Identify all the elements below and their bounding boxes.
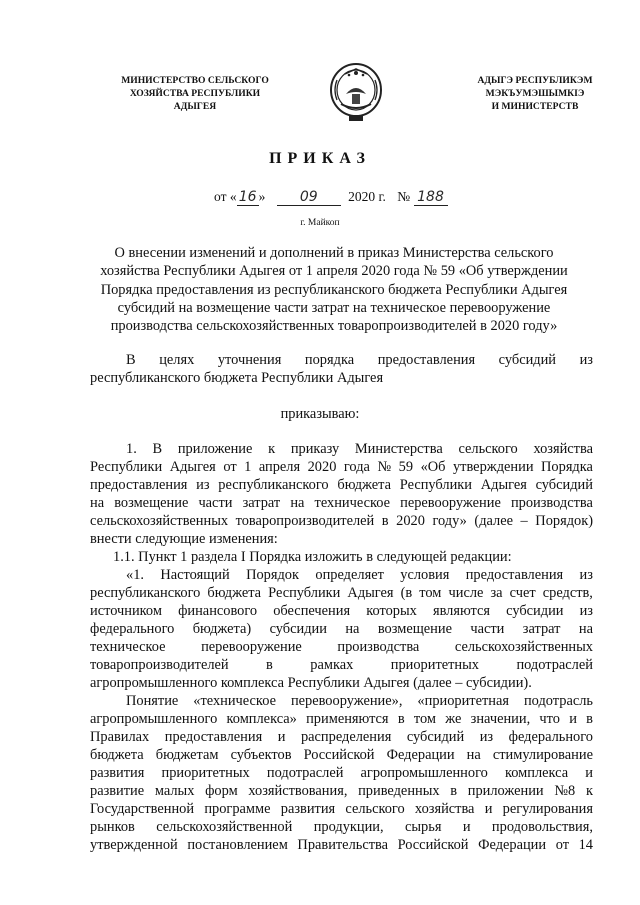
concept-line-4 xyxy=(90,746,593,764)
word: из xyxy=(196,477,210,493)
word: уточнения xyxy=(217,352,282,368)
word: затрат xyxy=(522,621,561,637)
word: затрат xyxy=(242,495,281,511)
word: «приоритетная xyxy=(417,693,509,709)
concept-line-2 xyxy=(90,710,593,728)
word: 2020 xyxy=(307,459,337,475)
word: 2020 xyxy=(396,513,425,529)
word: агропромышленного xyxy=(360,765,488,781)
p1-line-2 xyxy=(90,458,593,476)
word: Республики xyxy=(268,585,341,601)
word: развития xyxy=(280,801,336,817)
word: стимулирование xyxy=(492,747,593,763)
word: возмещение xyxy=(377,621,452,637)
word: субъектов xyxy=(230,747,292,763)
word: хозяйствования, xyxy=(248,783,348,799)
order-day: 16 xyxy=(237,190,259,206)
order-subject: О внесении изменений и дополнений в приказ Министерства сельского хозяйства Республики Адыгея от 1 апреля 2020 года № 59 «Об утверждении Порядка предоставления из республиканского бюджета Республики Адыгея субсидий на возмещение части затрат на техническое перевооружение производства сельскохозяйственных товаропроизводителей в 2020 году» xyxy=(100,245,568,335)
word: товаропроизводителей xyxy=(90,657,229,673)
word: хозяйства xyxy=(414,801,475,817)
word: сельскохозяйственных xyxy=(90,513,229,529)
word: производства xyxy=(510,495,593,511)
word: «техническое xyxy=(193,693,276,709)
word: утверждении xyxy=(452,459,534,475)
word: развития xyxy=(90,765,145,781)
word: Порядка xyxy=(541,459,593,475)
word: целях xyxy=(159,352,195,368)
word: распределения xyxy=(300,729,392,745)
word: Республики xyxy=(90,459,163,475)
word: на xyxy=(466,747,481,763)
word: бюджета xyxy=(207,585,262,601)
word: источником xyxy=(90,603,162,619)
word: комплекса xyxy=(504,765,569,781)
word: республиканского xyxy=(218,477,329,493)
word: том xyxy=(413,711,436,727)
word: рынков xyxy=(90,819,135,835)
word: Адыгея xyxy=(169,459,216,475)
ministry-name-adyghe: АДЫГЭ РЕСПУБЛИКЭМ МЭКЪУМЭШЫМКIЭ И МИНИСТЕРСТВ xyxy=(477,75,593,112)
word: продовольствия, xyxy=(491,819,593,835)
quote-line-3 xyxy=(90,602,593,620)
word: в xyxy=(381,513,389,529)
order-number: 188 xyxy=(414,190,448,206)
quote-line-2 xyxy=(90,584,593,602)
word: в xyxy=(450,783,458,799)
word: «Об xyxy=(420,459,446,475)
p1-line-5 xyxy=(90,512,593,530)
word: федерального xyxy=(90,621,175,637)
word: в xyxy=(397,711,405,727)
word: федерального xyxy=(508,729,593,745)
word: №8 xyxy=(554,783,576,799)
word: и xyxy=(585,765,593,781)
word: Федерации xyxy=(386,747,455,763)
word: обеспечения xyxy=(273,603,351,619)
word: субсидии xyxy=(506,603,564,619)
word: к xyxy=(585,783,593,799)
word: хозяйства xyxy=(533,441,593,457)
word: 1 xyxy=(244,459,252,475)
word: и xyxy=(484,801,493,817)
ministry-name-russian: МИНИСТЕРСТВО СЕЛЬСКОГО ХОЗЯЙСТВА РЕСПУБЛИКИ АДЫГЕЯ xyxy=(121,75,269,112)
word: определяет xyxy=(315,567,384,583)
word: Понятие xyxy=(126,693,179,709)
word: сельскохозяйственной xyxy=(156,819,293,835)
concept-line-7 xyxy=(90,800,593,818)
order-year: 2020 г. xyxy=(348,189,386,204)
word: Российской xyxy=(303,747,375,763)
word: апреля xyxy=(258,459,301,475)
word: предоставления xyxy=(465,567,564,583)
quote-line-7: агропромышленного комплекса Республики Адыгея (далее – субсидии). xyxy=(90,675,532,691)
word: применяются xyxy=(306,711,389,727)
word: и xyxy=(462,819,471,835)
word: перевооружение xyxy=(201,639,302,655)
concept-line-3 xyxy=(90,728,593,746)
word: и xyxy=(569,711,577,727)
word: (далее xyxy=(474,513,513,529)
word: счет xyxy=(509,585,536,601)
word: форм xyxy=(205,783,238,799)
word: бюджета xyxy=(337,477,392,493)
date-close: » xyxy=(258,189,266,204)
word: части xyxy=(470,621,505,637)
word: финансового xyxy=(178,603,258,619)
word: приказу xyxy=(290,441,340,457)
concept-line-1 xyxy=(126,692,593,710)
quote-line-1 xyxy=(126,566,593,584)
order-date-line xyxy=(214,189,448,206)
word: Адыгея xyxy=(480,477,527,493)
word: № xyxy=(377,459,392,475)
word: подотрасль xyxy=(523,693,593,709)
word: Настоящий xyxy=(160,567,230,583)
word: Правительства xyxy=(297,837,388,853)
word: – xyxy=(520,513,528,529)
concept-line-5 xyxy=(90,764,593,782)
word: предоставления xyxy=(164,729,263,745)
word: условия xyxy=(400,567,450,583)
word: средств, xyxy=(542,585,593,601)
intro-line-2: республиканского бюджета Республики Адыгея xyxy=(90,370,384,386)
word: рамках xyxy=(310,657,354,673)
word: 1. xyxy=(126,441,137,457)
word: на xyxy=(578,621,593,637)
word: возмещение xyxy=(114,495,189,511)
word: Российской xyxy=(397,837,469,853)
word: субсидий xyxy=(498,352,557,368)
quote-line-5 xyxy=(90,638,593,656)
word: малых xyxy=(154,783,195,799)
word: года xyxy=(343,459,370,475)
word: том xyxy=(419,585,442,601)
word: из xyxy=(579,352,593,368)
word: постановлением xyxy=(187,837,288,853)
word: которых xyxy=(366,603,417,619)
word: 14 xyxy=(578,837,593,853)
word: производства xyxy=(337,639,420,655)
word: Министерства xyxy=(354,441,443,457)
word: на xyxy=(290,495,305,511)
word: «1. xyxy=(126,567,144,583)
word: бюджета) xyxy=(192,621,252,637)
word: Порядок) xyxy=(535,513,593,529)
word: Адыгея xyxy=(347,585,394,601)
word: агропромышленного xyxy=(90,711,218,727)
word: товаропроизводителей xyxy=(235,513,375,529)
order-month: 09 xyxy=(277,190,341,206)
word: В xyxy=(152,441,163,457)
word: развитие xyxy=(90,783,145,799)
word: Государственной xyxy=(90,801,195,817)
word: к xyxy=(268,441,276,457)
word: комплекса» xyxy=(226,711,297,727)
quote-line-4 xyxy=(90,620,593,638)
word: субсидий xyxy=(535,477,593,493)
document-title: ПРИКАЗ xyxy=(269,150,371,167)
p11-line: 1.1. Пункт 1 раздела I Порядка изложить в следующей редакции: xyxy=(113,549,512,565)
word: субсидий xyxy=(406,729,465,745)
word: части xyxy=(198,495,233,511)
word: за xyxy=(490,585,503,601)
word: регулирования xyxy=(502,801,593,817)
word: сельского xyxy=(345,801,405,817)
word: предоставления xyxy=(90,477,188,493)
word: перевооружение», xyxy=(290,693,403,709)
quote-line-6 xyxy=(90,656,593,674)
word: подотраслей xyxy=(266,765,344,781)
word: техническое xyxy=(90,639,166,655)
word: являются xyxy=(432,603,491,619)
word: от xyxy=(555,837,569,853)
concept-line-9 xyxy=(90,836,593,854)
word: приведенных xyxy=(358,783,440,799)
word: из xyxy=(579,603,593,619)
word: сельского xyxy=(458,441,518,457)
word: Республики xyxy=(399,477,472,493)
word: приложение xyxy=(177,441,253,457)
p1-line-3 xyxy=(90,476,593,494)
word: подотраслей xyxy=(516,657,593,673)
order-word: приказываю: xyxy=(280,406,360,422)
word: году» xyxy=(432,513,467,529)
word: из xyxy=(479,729,494,745)
word: приложении xyxy=(467,783,544,799)
intro-line-1 xyxy=(126,351,593,369)
word: бюджетам xyxy=(155,747,219,763)
word: Федерации xyxy=(478,837,547,853)
word: 59 xyxy=(398,459,414,475)
concept-line-6 xyxy=(90,782,593,800)
word: числе xyxy=(448,585,484,601)
word: перевооружение xyxy=(400,495,501,511)
word: Правилах xyxy=(90,729,150,745)
word: на xyxy=(345,621,360,637)
word: в xyxy=(586,711,593,727)
word: же xyxy=(445,711,462,727)
word: от xyxy=(223,459,237,475)
word: В xyxy=(126,352,136,368)
word: техническое xyxy=(314,495,391,511)
word: программе xyxy=(204,801,271,817)
word: что xyxy=(539,711,560,727)
word: продукции, xyxy=(313,819,384,835)
word: приоритетных xyxy=(161,765,250,781)
p1-line-1 xyxy=(126,440,593,458)
p1-line-6: внести следующие изменения: xyxy=(90,531,278,547)
city-name: г. Майкоп xyxy=(300,218,340,228)
word: республиканского xyxy=(90,585,201,601)
number-sign: № xyxy=(397,189,411,204)
word: утвержденной xyxy=(90,837,178,853)
word: предоставления xyxy=(377,352,476,368)
p1-line-4 xyxy=(90,494,593,512)
word: субсидии xyxy=(269,621,327,637)
word: сырья xyxy=(405,819,442,835)
word: на xyxy=(90,495,105,511)
coat-of-arms-icon xyxy=(327,60,385,124)
word: порядка xyxy=(304,352,355,368)
word: и xyxy=(277,729,286,745)
date-prefix: от « xyxy=(214,189,237,204)
word: сельскохозяйственных xyxy=(454,639,593,655)
word: Порядок xyxy=(246,567,299,583)
word: в xyxy=(266,657,273,673)
word: значении, xyxy=(470,711,531,727)
word: из xyxy=(579,567,593,583)
word: приоритетных xyxy=(390,657,479,673)
word: бюджета xyxy=(90,747,144,763)
concept-line-8 xyxy=(90,818,593,836)
word: (в xyxy=(400,585,413,601)
